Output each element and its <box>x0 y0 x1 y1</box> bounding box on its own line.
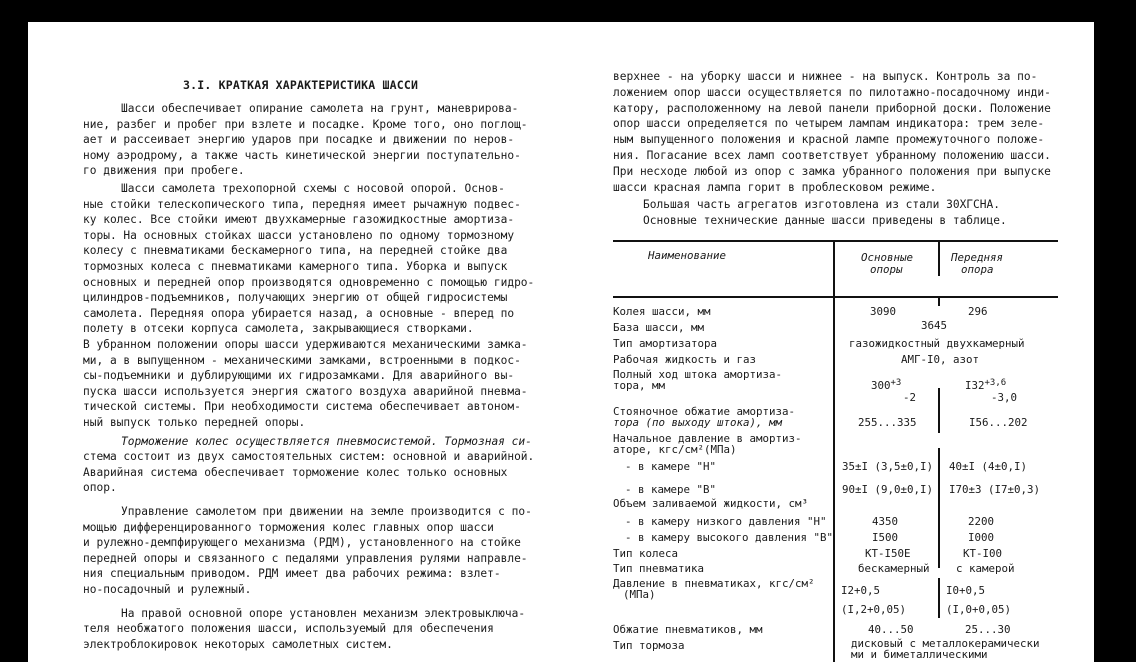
row-front-value: I70±3 (I7±0,3) <box>949 483 1041 496</box>
left-text-line: сы-подъемники и дублирующими их гидрозамками. Для аварийного вы- <box>83 369 515 383</box>
specs-table <box>613 240 1058 662</box>
table-col-divider-2d <box>938 448 940 568</box>
right-text-line: Основные технические данные шасси приведены в таблице. <box>643 214 1007 228</box>
row-name: Давление в пневматиках, кгс/см² <box>613 577 815 590</box>
row-main-value-lower: (I,2+0,05) <box>841 603 907 616</box>
row-front-value: 2200 <box>968 515 995 528</box>
row-main-value: 3090 <box>870 305 897 318</box>
table-top-border <box>613 240 1058 242</box>
left-text-line: опор. <box>83 481 117 495</box>
row-name: Тип амортизатора <box>613 337 718 350</box>
left-text-line: ми, а в выпущенном - механическими замками, встроенными в подкос- <box>83 353 521 367</box>
table-col-divider-2c <box>938 388 940 433</box>
left-text-line: ние, разбег и пробег при взлете и посадке. Кроме того, оно поглощ- <box>83 117 528 131</box>
row-name-cont: аторе, кгс/см²(МПа) <box>613 443 737 456</box>
row-main-value: I2+0,5 <box>841 584 881 597</box>
table-col-divider-2 <box>938 240 940 276</box>
section-title: 3.I. КРАТКАЯ ХАРАКТЕРИСТИКА ШАССИ <box>183 78 419 92</box>
row-name: - в камеру высокого давления "В" <box>625 531 834 544</box>
row-front-value: 25...30 <box>965 623 1011 636</box>
row-name: - в камере "В" <box>625 483 717 496</box>
left-text-line: основных и передней опор производятся одновременно с помощью гидро- <box>83 275 535 289</box>
document-page <box>28 22 1094 662</box>
row-name-cont: тора, мм <box>613 379 666 392</box>
left-text-line: и рулежно-демпфирующего механизма (РДМ), установленного на стойке <box>83 536 521 550</box>
row-front-value: I000 <box>968 531 995 544</box>
left-text-line: Шасси обеспечивает опирание самолета на грунт, маневрирова- <box>121 102 519 115</box>
row-main-value: 4350 <box>872 515 899 528</box>
left-text-line: полету в отсеки корпуса самолета, закрывающиеся створками. <box>83 322 474 336</box>
row-name: Тип пневматика <box>613 562 705 575</box>
left-text-line: самолета. Передняя опора убирается назад, а основные - вперед по <box>83 306 515 320</box>
row-name: - в камеру низкого давления "Н" <box>625 515 827 528</box>
row-main-value-lower: -2 <box>903 391 917 404</box>
row-front-value: I56...202 <box>969 416 1028 429</box>
left-text-line: тормозных колеса с пневматиками камерного типа. Уборка и выпуск <box>83 260 508 273</box>
row-name: Тип тормоза <box>613 639 685 652</box>
left-text-line: пуска шасси используется энергия сжатого воздуха аварийной пневма- <box>83 384 528 398</box>
row-main-value: 255...335 <box>858 416 917 429</box>
right-text-line: ния. Погасание всех ламп соответствует убранному положению шасси. <box>613 149 1051 162</box>
row-front-value: I0+0,5 <box>946 584 986 597</box>
table-col-divider-1 <box>833 240 835 662</box>
row-name: Рабочая жидкость и газ <box>613 353 757 366</box>
header-main-2: опоры <box>870 263 903 276</box>
row-main-value: $300^{+3}$ <box>871 378 902 392</box>
row-name: Тип колеса <box>613 547 679 560</box>
left-text-line: Управление самолетом при движении на земле производится с по- <box>121 505 532 518</box>
row-front-value: с камерой <box>956 562 1015 575</box>
header-front-1: Передняя <box>951 251 1004 264</box>
table-header-border <box>613 296 1058 298</box>
row-front-value-lower: -3,0 <box>991 391 1018 404</box>
left-text-line: На правой основной опоре установлен механизм электровыключа- <box>121 606 526 620</box>
right-text-line: ным выпущенного положения и красной лампе промежуточного положе- <box>613 133 1045 147</box>
left-text-line: стема состоит из двух самостоятельных систем: основной и аварийной. <box>83 450 535 464</box>
header-main-1: Основные <box>861 251 914 264</box>
row-name: Стояночное обжатие амортиза- <box>613 405 796 418</box>
left-text-line: В убранном положении опоры шасси удерживаются механическими замка- <box>83 338 528 351</box>
row-front-value: $I32^{+3,6}$ <box>965 378 1007 392</box>
header-name: Наименование <box>648 249 727 262</box>
row-main-value: I500 <box>872 531 899 544</box>
left-text-line: тической системы. При необходимости система обеспечивает автоном- <box>83 400 521 414</box>
left-text-line: Аварийная система обеспечивает торможение колес только основных <box>83 465 508 479</box>
left-text-line: теля необжатого положения шасси, используемый для обеспечения <box>83 622 494 636</box>
left-text-line: ные стойки телескопического типа, передняя имеет рычажную подвес- <box>83 197 521 211</box>
right-text-line: ложением опор шасси осуществляется по пилотажно-посадочному инди- <box>613 85 1051 99</box>
row-span-value: 3645 <box>921 319 948 332</box>
row-name: Начальное давление в амортиз- <box>613 432 802 445</box>
row-front-value-lower: (I,0+0,05) <box>946 603 1012 616</box>
left-text-line: Торможение колес осуществляется пневмосистемой. Тормозная си- <box>121 434 532 448</box>
row-front-value: 40±I (4±0,I) <box>949 460 1028 473</box>
row-main-value: 90±I (9,0±0,I) <box>842 483 934 496</box>
header-front-2: опора <box>961 263 994 276</box>
left-text-line: мощью дифференцированного торможения колес главных опор шасси <box>83 520 494 534</box>
left-text-line: торы. На основных стойках шасси установлено по одному тормозному <box>83 228 515 242</box>
left-text-line: но-посадочный и рулежный. <box>83 583 252 596</box>
right-text-line: катору, расположенному на левой панели приборной доски. Положение <box>613 101 1051 115</box>
row-span-value-cont: ми и биметаллическими <box>851 648 988 661</box>
row-span-value: газожидкостный двухкамерный <box>849 337 1025 350</box>
table-col-divider-2e <box>938 578 940 618</box>
left-text-line: колесу с пневматиками бескамерного типа, на передней стойке два <box>83 244 508 258</box>
row-name: Объем заливаемой жидкости, см³ <box>613 497 809 510</box>
row-front-value: 296 <box>968 305 988 318</box>
right-text-line: Большая часть агрегатов изготовлена из стали 30ХГСНА. <box>643 198 1000 212</box>
table-col-divider-2b <box>938 296 940 306</box>
right-text-line: шасси красная лампа горит в проблесковом режиме. <box>613 180 937 194</box>
row-span-value: дисковый с металлокерамически <box>851 637 1040 650</box>
left-text-line: цилиндров-подъемников, получающих энергию от общей гидросистемы <box>83 291 508 305</box>
right-text-line: верхнее - на уборку шасси и нижнее - на выпуск. Контроль за по- <box>613 70 1038 83</box>
row-name: Колея шасси, мм <box>613 305 711 318</box>
row-span-value: АМГ-I0, азот <box>901 353 980 366</box>
row-name: Полный ход штока амортиза- <box>613 368 783 381</box>
row-main-value: 40...50 <box>868 623 914 636</box>
row-name: Обжатие пневматиков, мм <box>613 623 763 636</box>
row-main-value: КТ-I50Е <box>865 547 911 560</box>
left-text-line: Шасси самолета трехопорной схемы с носовой опорой. Основ- <box>121 182 505 195</box>
left-text-line: ный выпуск только передней опоры. <box>83 416 306 429</box>
row-name-cont: тора (по выходу штока), мм <box>613 416 783 429</box>
row-main-value: бескамерный <box>858 562 930 575</box>
left-text-line: передней опоры и связанного с педалями управления рулями направле- <box>83 551 528 565</box>
row-front-value: КТ-I00 <box>963 547 1003 560</box>
left-text-line: го движения при пробеге. <box>83 164 245 178</box>
row-name: База шасси, мм <box>613 321 705 334</box>
left-text-line: электроблокировок некоторых самолетных систем. <box>83 637 393 651</box>
left-text-line: ает и рассеивает энергию ударов при посадке и движении по неров- <box>83 133 515 147</box>
row-name: - в камере "Н" <box>625 460 717 473</box>
right-text-line: опор шасси определяется по четырем лампам индикатора: трем зеле- <box>613 117 1045 131</box>
left-text-line: ному аэродрому, а также часть кинетической энергии поступательно- <box>83 148 521 162</box>
left-text-line: ния специальным приводом. РДМ имеет два рабочих режима: взлет- <box>83 567 501 581</box>
right-text-line: При несходе любой из опор с замка убранного положения при выпуске <box>613 164 1051 178</box>
row-name-cont: (МПа) <box>623 588 656 601</box>
row-main-value: 35±I (3,5±0,I) <box>842 460 934 473</box>
left-text-line: ку колес. Все стойки имеют двухкамерные газожидкостные амортиза- <box>83 213 515 227</box>
